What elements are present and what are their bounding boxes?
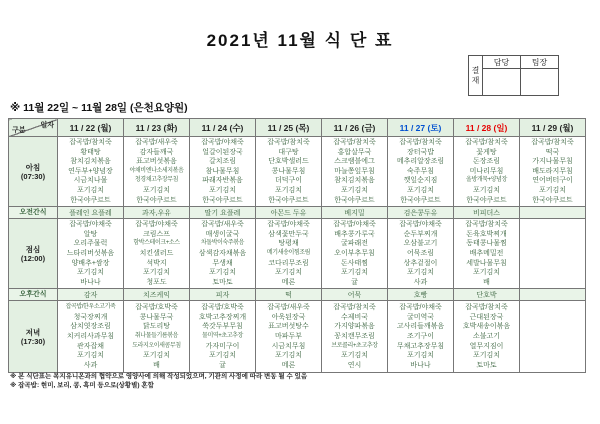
menu-item: 가지나물무침	[532, 158, 573, 166]
menu-item: 메추리알장조림	[396, 158, 445, 166]
menu-item: 돈육호박찌개	[466, 230, 507, 238]
menu-item: 함박스테이크+소스	[133, 240, 180, 247]
menu-cell	[520, 137, 586, 207]
row-label: 아침 (07:30)	[9, 137, 58, 207]
menu-item: 콩나물무국	[139, 313, 174, 321]
snack-cell: 딸기 요플레	[190, 207, 256, 219]
snack-cell: 떡	[256, 289, 322, 301]
menu-item: 연두부+양념장	[68, 167, 113, 175]
menu-item: 포기김치	[472, 186, 501, 194]
menu-item: 호박새송이볶음	[462, 323, 511, 331]
menu-item: 잡곡밥/야채죽	[69, 221, 112, 229]
menu-item: 잡곡밥/야채죽	[267, 221, 310, 229]
menu-item: 황태탕	[80, 148, 101, 156]
menu-item: 상추겉절이	[403, 259, 438, 267]
snack-cell: 아몬드 두유	[256, 207, 322, 219]
menu-item: 포기김치	[274, 186, 303, 194]
menu-cell	[58, 301, 124, 373]
menu-item: 마늘쫑잎무침	[334, 167, 375, 175]
snack-cell: 비피더스	[454, 207, 520, 219]
menu-item: 연시	[347, 361, 362, 369]
row-label: 오전간식	[9, 207, 58, 219]
menu-item: 배추콩가루국	[334, 230, 375, 238]
menu-item: 바나나	[80, 278, 101, 286]
menu-item: 굴파래전	[340, 240, 369, 248]
menu-item: 석박지	[146, 259, 167, 267]
menu-item: 잡곡밥/참치죽	[531, 139, 574, 146]
header-row	[9, 119, 586, 137]
menu-item: 배	[153, 361, 160, 369]
footnote-line: ※ 본 식단표는 복지유니온과의 협약으로 영양사에 의해 작성되었으며, 기관의 사정에 따라 변동 될 수 있음	[10, 373, 308, 380]
row-label: 점심 (12:00)	[9, 219, 58, 289]
menu-row-row-pmsnack	[9, 289, 586, 301]
menu-item: 삼색감자채볶음	[198, 249, 247, 257]
menu-item: 토마토	[212, 278, 233, 286]
menu-cell	[454, 219, 520, 289]
menu-item: 포기김치	[208, 352, 237, 360]
menu-cell	[388, 301, 454, 373]
menu-item: 포기김치	[142, 352, 171, 360]
menu-cell	[124, 219, 190, 289]
menu-item: 차돌박이숙주볶음	[200, 240, 245, 247]
menu-item: 단호박샐러드	[268, 158, 309, 166]
menu-table	[8, 118, 586, 373]
menu-item: 잡곡밥/참치죽	[399, 139, 442, 146]
menu-item: 포기김치	[472, 269, 501, 277]
date-header-cell: 11 / 26 (금)	[322, 119, 388, 137]
menu-item: 취나물들기름볶음	[134, 333, 179, 340]
menu-item: 더덕구이	[274, 177, 303, 185]
menu-item: 야채비엔나소세지볶음	[129, 167, 184, 174]
menu-item: 잡곡밥/참치죽	[465, 221, 508, 229]
approval-label: 결재	[469, 56, 483, 96]
approval-box	[468, 55, 559, 96]
footnote-line: ※ 잡곡밥: 현미, 보리, 콩, 흑미 등으로(상황별) 혼합	[10, 382, 154, 389]
menu-item: 잡곡밥/새우죽	[267, 304, 310, 312]
menu-item: 치킨샐러드	[139, 249, 174, 257]
menu-item: 포기김치	[76, 186, 105, 194]
menu-item: 포기김치	[406, 269, 435, 277]
menu-row-row-lunch	[9, 219, 586, 289]
menu-item: 한국야쿠르트	[466, 196, 507, 204]
menu-item: 탕평채	[278, 240, 299, 248]
menu-row-row-amsnack	[9, 207, 586, 219]
menu-item: 꽁치캔무조림	[334, 333, 375, 341]
date-header-cell: 11 / 29 (월)	[520, 119, 586, 137]
menu-cell	[388, 137, 454, 207]
snack-cell: 감자	[58, 289, 124, 301]
menu-item: 고사리들깨볶음	[396, 323, 445, 331]
menu-item: 청국장찌개	[73, 313, 108, 321]
menu-item: 포기김치	[274, 269, 303, 277]
menu-item: 사과	[83, 361, 98, 369]
menu-item: 스크램블에그	[334, 158, 375, 166]
menu-item: 표고버섯볶음	[136, 158, 177, 166]
menu-item: 떡국	[545, 148, 560, 156]
menu-item: 조기구이	[406, 333, 435, 341]
menu-item: 잡곡밥/야채죽	[399, 221, 442, 229]
approval-col-damdang: 담당	[483, 56, 521, 69]
snack-cell: 단호박	[454, 289, 520, 301]
menu-item: 사과	[413, 278, 428, 286]
menu-item: 느타리버섯볶음	[66, 249, 115, 257]
menu-item: 메기새송이찜조림	[266, 249, 311, 256]
menu-item: 배	[483, 278, 490, 286]
approval-signature-cell	[483, 69, 521, 96]
menu-item: 한국야쿠르트	[532, 196, 573, 204]
menu-item: 귤	[219, 361, 226, 369]
menu-item: 열무지짐이	[469, 342, 504, 350]
menu-item: 한국야쿠르트	[268, 196, 309, 204]
menu-cell	[322, 137, 388, 207]
menu-item: 포기김치	[76, 352, 105, 360]
menu-cell	[58, 219, 124, 289]
menu-item: 참치김치볶음	[334, 177, 375, 185]
menu-cell	[190, 137, 256, 207]
menu-item: 오이부추무침	[334, 249, 375, 257]
menu-item: 삼색꽃만두국	[268, 230, 309, 238]
menu-item: 관자잡채	[76, 342, 105, 350]
menu-table-head	[9, 119, 586, 137]
menu-item: 한국야쿠르트	[136, 196, 177, 204]
menu-item: 포기김치	[472, 352, 501, 360]
menu-item: 한국야쿠르트	[400, 196, 441, 204]
menu-item: 꽃게탕	[476, 148, 497, 156]
menu-cell	[124, 137, 190, 207]
menu-item: 연어버터구이	[532, 177, 573, 185]
menu-item: 포기김치	[538, 186, 567, 194]
menu-item: 크림스프	[142, 230, 171, 238]
menu-row-row-breakfast	[9, 137, 586, 207]
menu-item: 도라지오이새콤무침	[132, 342, 181, 349]
menu-item: 메론	[281, 361, 296, 369]
menu-cell	[256, 137, 322, 207]
menu-item: 갈치조림	[208, 158, 237, 166]
menu-item: 돈장조림	[472, 158, 501, 166]
menu-item: 감자들깨국	[139, 148, 174, 156]
menu-cell	[190, 301, 256, 373]
menu-item: 깻잎순지짐	[403, 177, 438, 185]
menu-item: 파래자반볶음	[202, 177, 243, 185]
row-label: 오후간식	[9, 289, 58, 301]
menu-item: 근대된장국	[469, 313, 504, 321]
menu-item: 잡곡밥/야채죽	[201, 139, 244, 146]
menu-item: 아욱된장국	[271, 313, 306, 321]
menu-cell	[322, 301, 388, 373]
menu-item: 바나나	[410, 361, 431, 369]
menu-item: 배추메밀전	[469, 249, 504, 257]
menu-item: 올방개묵+양념장	[466, 177, 507, 184]
snack-cell: 검은콩두유	[388, 207, 454, 219]
menu-item: 얼갈이된장국	[202, 148, 243, 156]
menu-item: 홍합살무국	[337, 148, 372, 156]
corner-cell	[9, 119, 58, 137]
menu-item: 포기김치	[142, 269, 171, 277]
snack-cell: 피자	[190, 289, 256, 301]
date-range-subtitle: ※ 11월 22일 ~ 11월 28일 (은천요양원)	[10, 102, 188, 114]
menu-item: 닭도리탕	[142, 323, 171, 331]
snack-cell: 플레인 요플레	[58, 207, 124, 219]
menu-item: 한국야쿠르트	[334, 196, 375, 204]
menu-item: 동태콩나물찜	[466, 240, 507, 248]
menu-item: 마파두부	[274, 333, 303, 341]
menu-item: 한국야쿠르트	[70, 196, 111, 204]
menu-cell	[190, 219, 256, 289]
menu-item: 숙주무침	[406, 167, 435, 175]
menu-item: 한국야쿠르트	[202, 196, 243, 204]
menu-item: 콩나물무침	[271, 167, 306, 175]
menu-item: 잡곡밥/참치죽	[465, 304, 508, 312]
menu-item: 시금치무침	[271, 342, 306, 350]
menu-item: 포기김치	[208, 186, 237, 194]
menu-item: 잡곡밥/야채죽	[333, 221, 376, 229]
menu-cell	[58, 137, 124, 207]
menu-cell	[520, 301, 586, 373]
menu-item: 호박고추장찌개	[198, 313, 247, 321]
menu-item: 대구탕	[278, 148, 299, 156]
menu-item: 브로콜리+초고추장	[331, 342, 378, 349]
menu-item: 포기김치	[406, 352, 435, 360]
date-header-cell: 11 / 25 (목)	[256, 119, 322, 137]
menu-item: 매생이굴국	[205, 230, 240, 238]
menu-cell	[520, 219, 586, 289]
menu-item: 잡곡밥/참치죽	[465, 139, 508, 146]
menu-item: 잡곡밥/새우죽	[135, 139, 178, 146]
snack-cell: 호빵	[388, 289, 454, 301]
date-header-cell: 11 / 22 (월)	[58, 119, 124, 137]
footnotes	[10, 372, 307, 390]
menu-item: 포기김치	[76, 269, 105, 277]
menu-item: 세발나물무침	[466, 259, 507, 267]
menu-item: 오리주물럭	[73, 240, 108, 248]
menu-item: 양배추+쌈장	[71, 259, 110, 267]
menu-item: 포기김치	[340, 269, 369, 277]
menu-item: 참나물무침	[205, 167, 240, 175]
menu-item: 잡곡밥/참치죽	[267, 139, 310, 146]
menu-item: 치커리사과무침	[66, 333, 115, 341]
menu-cell	[124, 301, 190, 373]
snack-cell	[520, 207, 586, 219]
menu-item: 포기김치	[340, 352, 369, 360]
menu-item: 미나리무침	[469, 167, 504, 175]
menu-item: 포기김치	[274, 352, 303, 360]
menu-item: 청경채고추장무침	[134, 177, 179, 184]
menu-item: 시금치나물	[73, 177, 108, 185]
date-header-cell: 11 / 28 (일)	[454, 119, 520, 137]
menu-item: 잡곡밥/호박죽	[135, 304, 178, 312]
menu-item: 참치김치볶음	[70, 158, 111, 166]
menu-cell	[388, 219, 454, 289]
menu-cell	[454, 301, 520, 373]
menu-item: 표고버섯탕수	[268, 323, 309, 331]
corner-label-date: 일자	[40, 122, 54, 129]
menu-item: 잡곡밥/새우죽	[201, 221, 244, 229]
menu-item: 포기김치	[142, 186, 171, 194]
menu-item: 잡곡밥/참치죽	[333, 304, 376, 312]
menu-item: 배도라지무침	[532, 167, 573, 175]
snack-cell: 과자,우유	[124, 207, 190, 219]
menu-item: 무생채	[212, 259, 233, 267]
menu-item: 잡곡밥/야채죽	[399, 304, 442, 312]
snack-cell: 어묵	[322, 289, 388, 301]
menu-item: 물미역+초고추장	[202, 333, 243, 340]
menu-item: 잡곡밥/호박죽	[201, 304, 244, 312]
menu-item: 장터국밥	[406, 148, 435, 156]
date-header-cell: 11 / 27 (토)	[388, 119, 454, 137]
menu-item: 코다리무조림	[268, 259, 309, 267]
snack-cell	[520, 289, 586, 301]
row-label: 저녁 (17:30)	[9, 301, 58, 373]
date-header-cell: 11 / 24 (수)	[190, 119, 256, 137]
menu-item: 잡곡밥/야채죽	[135, 221, 178, 229]
menu-item: 메론	[281, 278, 296, 286]
snack-cell: 베지밀	[322, 207, 388, 219]
menu-item: 토마토	[476, 361, 497, 369]
menu-item: 가자미구이	[205, 342, 240, 350]
menu-item: 굴미역국	[406, 313, 435, 321]
menu-item: 포기김치	[340, 186, 369, 194]
menu-item: 소불고기	[472, 333, 501, 341]
snack-cell: 치즈케익	[124, 289, 190, 301]
menu-item: 순두부찌개	[403, 230, 438, 238]
menu-item: 알탕	[83, 230, 98, 238]
approval-signature-cell	[521, 69, 559, 96]
menu-item: 어묵조림	[406, 249, 435, 257]
menu-item: 포기김치	[208, 269, 237, 277]
corner-label-category: 구분	[12, 127, 26, 134]
menu-item: 포기김치	[406, 186, 435, 194]
menu-item: 잡곡밥/참치죽	[69, 139, 112, 146]
menu-item: 수제비국	[340, 313, 369, 321]
menu-item: 가지양파볶음	[334, 323, 375, 331]
menu-item: 잡곡밥/한우소고기죽	[65, 304, 116, 311]
menu-cell	[322, 219, 388, 289]
menu-cell	[454, 137, 520, 207]
menu-item: 오삼불고기	[403, 240, 438, 248]
menu-cell	[256, 219, 322, 289]
menu-item: 청포도	[146, 278, 167, 286]
menu-item: 귤	[351, 278, 358, 286]
page-title: 2021년 11월 식 단 표	[206, 31, 394, 50]
menu-cell	[256, 301, 322, 373]
menu-item: 쑥갓두부무침	[202, 323, 243, 331]
menu-item: 무채고추장무침	[396, 342, 445, 350]
menu-item: 잡곡밥/참치죽	[333, 139, 376, 146]
date-header-cell: 11 / 23 (화)	[124, 119, 190, 137]
menu-row-row-dinner	[9, 301, 586, 373]
menu-item: 돈사태찜	[340, 259, 369, 267]
approval-col-timjang: 팀장	[521, 56, 559, 69]
menu-item: 삼치엿장조림	[70, 323, 111, 331]
menu-table-body	[9, 137, 586, 373]
